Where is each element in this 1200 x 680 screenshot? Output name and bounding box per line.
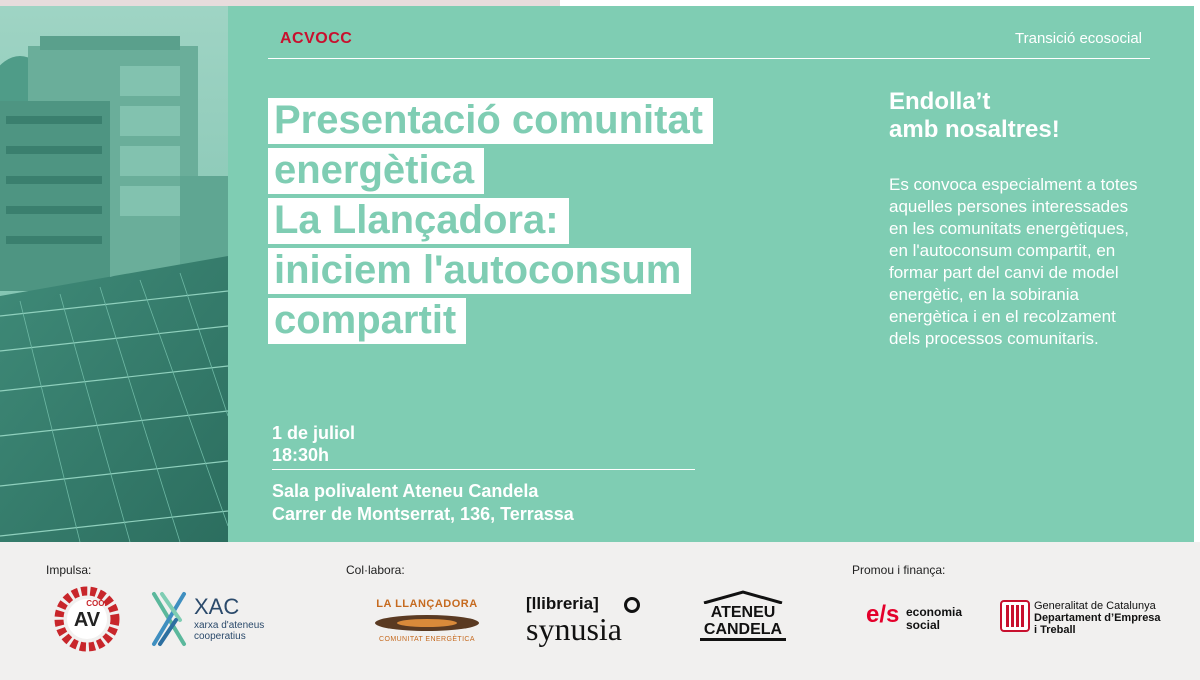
synusia-circle-icon — [624, 597, 640, 613]
generalitat-shield-icon — [1000, 600, 1030, 632]
ateneu-cooperatiu-logo — [54, 586, 120, 657]
llibreria-name: synusia — [526, 611, 622, 647]
acoop-letters: AV — [73, 609, 101, 631]
promou-label: Promou i finança: — [852, 563, 946, 577]
cta-line: amb nosaltres! — [889, 116, 1060, 143]
llibreria-synusia-logo — [526, 594, 662, 647]
xac-name: XAC — [194, 594, 240, 619]
ateneu-candela-logo — [700, 590, 786, 641]
datetime-divider — [272, 469, 695, 470]
xac-subtitle — [194, 620, 264, 642]
title-line: Presentació comunitat — [268, 98, 713, 144]
title-line: iniciem l'autoconsum — [268, 248, 691, 294]
event-address: Carrer de Montserrat, 136, Terrassa — [272, 504, 574, 524]
gen-line: Generalitat de Catalunya — [1034, 600, 1156, 612]
event-venue: Sala polivalent Ateneu Candela — [272, 481, 539, 501]
title-line: compartit — [268, 298, 466, 344]
llancadora-sub: COMUNITAT ENERGÈTICA — [379, 636, 475, 643]
header-divider — [268, 58, 1150, 59]
event-title — [268, 98, 868, 348]
es-text — [906, 606, 962, 632]
xac-logo — [150, 590, 280, 655]
acoop-top: COOP — [86, 599, 110, 608]
event-time: 18:30h — [272, 445, 330, 465]
roof-icon — [700, 590, 786, 604]
gen-line: i Treball — [1034, 624, 1076, 636]
event-panel — [228, 6, 1194, 542]
call-to-action — [889, 88, 1060, 144]
impulsa-label: Impulsa: — [46, 563, 92, 577]
es-line: economia — [906, 605, 963, 619]
ateneu-line2: CANDELA — [700, 621, 786, 641]
event-datetime — [272, 422, 355, 466]
event-location — [272, 480, 574, 526]
collabora-label: Col·labora: — [346, 563, 405, 577]
brand-logo-text: ACVOCC — [280, 30, 353, 47]
topic-tag: Transició ecosocial — [1015, 30, 1142, 47]
la-llancadora-logo — [372, 598, 482, 643]
generalitat-text — [1034, 600, 1161, 636]
gen-line: Departament d’Empresa — [1034, 612, 1161, 624]
cta-line: Endolla’t — [889, 88, 991, 115]
building-solar-photo — [0, 6, 228, 542]
es-line: social — [906, 618, 941, 632]
generalitat-logo — [1000, 600, 1161, 637]
ateneu-line1: ATENEU — [710, 604, 776, 621]
llibreria-top: [llibreria] — [526, 594, 599, 613]
title-line: La Llançadora: — [268, 198, 569, 244]
xac-sub-line: cooperatius — [194, 631, 246, 642]
event-date: 1 de juliol — [272, 423, 356, 443]
llancadora-name: LA LLANÇADORA — [376, 598, 478, 610]
sponsors-footer — [0, 542, 1200, 680]
title-line: energètica — [268, 148, 484, 194]
event-description: Es convoca especialment a totes aquelles persones interessades en les comunitats energètiques, en l'autoconsum compartit, en formar part del canvi de model energètic, en la sobirania energètica i en el recolzament dels processos comunitaris. — [889, 175, 1138, 348]
es-symbol-icon: e/s — [866, 601, 900, 628]
xac-sub-line: xarxa d'ateneus — [194, 620, 265, 631]
